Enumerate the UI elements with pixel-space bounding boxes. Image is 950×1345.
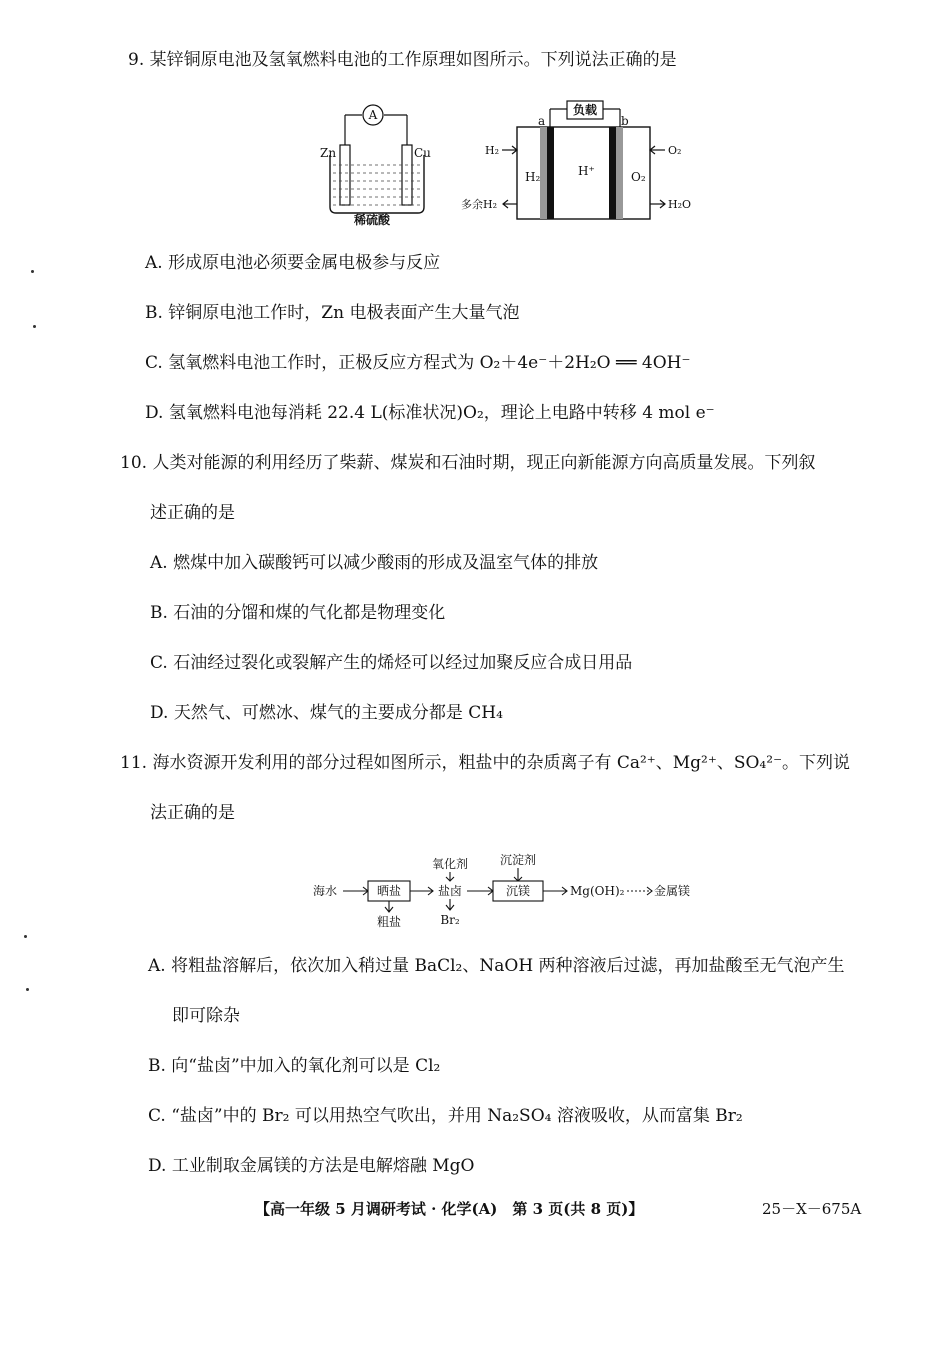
q10-option-a: A. 燃煤中加入碳酸钙可以减少酸雨的形成及温室气体的排放: [150, 553, 599, 573]
o2-chamber-label: O₂: [631, 170, 646, 184]
mg-metal-label: 金属镁: [654, 884, 691, 898]
q11-stem-line2: 法正确的是: [150, 803, 235, 823]
q11-option-a-line2: 即可除杂: [172, 1006, 240, 1026]
electrolyte-label: 稀硫酸: [354, 213, 391, 227]
h-plus-label: H⁺: [578, 164, 595, 178]
precip-mg-box: 沉镁: [505, 884, 531, 898]
q11-option-a-line1: A. 将粗盐溶解后，依次加入稍过量 BaCl₂、NaOH 两种溶液后过滤，再加盐酸至无气泡产生: [148, 956, 845, 976]
br2-label: Br₂: [440, 913, 460, 927]
q9-option-c: C. 氢氧燃料电池工作时，正极反应方程式为 O₂＋4e⁻＋2H₂O ══ 4OH⁻: [145, 353, 691, 373]
electrode-a-label: a: [538, 114, 546, 128]
ammeter-label: A: [368, 108, 378, 122]
q9-option-b: B. 锌铜原电池工作时，Zn 电极表面产生大量气泡: [145, 303, 520, 323]
scan-speck: [33, 325, 36, 328]
mgoh2-label: Mg(OH)₂: [570, 884, 625, 898]
q10-option-b: B. 石油的分馏和煤的气化都是物理变化: [150, 603, 446, 623]
q10-option-d: D. 天然气、可燃冰、煤气的主要成分都是 CH₄: [150, 703, 503, 723]
o2-in-label: O₂: [668, 144, 682, 157]
page-footer-title: 【高一年级 5 月调研考试 · 化学(A) 第 3 页(共 8 页)】: [255, 1200, 644, 1218]
q9-option-a: A. 形成原电池必须要金属电极参与反应: [145, 253, 441, 273]
electrode-b-label: b: [621, 114, 629, 128]
crude-salt-label: 粗盐: [376, 915, 402, 929]
scan-speck: [26, 988, 29, 991]
q10-stem-line1: 10. 人类对能源的利用经历了柴薪、煤炭和石油时期，现正向新能源方向高质量发展。下列叙: [120, 453, 816, 473]
cu-label: Cu: [414, 146, 431, 160]
scan-speck: [31, 270, 34, 273]
q9-option-d: D. 氢氧燃料电池每消耗 22.4 L(标准状况)O₂，理论上电路中转移 4 mol e⁻: [145, 403, 715, 423]
q11-option-b: B. 向“盐卤”中加入的氧化剂可以是 Cl₂: [148, 1056, 441, 1076]
page-footer-code: 25－X－675A: [762, 1200, 862, 1218]
h2o-out-label: H₂O: [668, 198, 692, 211]
q11-flow-diagram: [305, 850, 715, 935]
zn-label: Zn: [320, 146, 337, 160]
q11-option-d: D. 工业制取金属镁的方法是电解熔融 MgO: [148, 1156, 475, 1176]
q10-stem-line2: 述正确的是: [150, 503, 235, 523]
precipitant-label: 沉淀剂: [499, 853, 537, 867]
scan-speck: [24, 935, 27, 938]
h2-chamber-label: H₂: [525, 170, 541, 184]
q9-stem: 9. 某锌铜原电池及氢氧燃料电池的工作原理如图所示。下列说法正确的是: [128, 50, 677, 70]
q10-option-c: C. 石油经过裂化或裂解产生的烯烃可以经过加聚反应合成日用品: [150, 653, 633, 673]
h2-excess-label: 多余H₂: [461, 198, 498, 211]
q11-option-c: C. “盐卤”中的 Br₂ 可以用热空气吹出，并用 Na₂SO₄ 溶液吸收，从而富集 Br₂: [148, 1106, 743, 1126]
load-label: 负载: [572, 103, 598, 117]
brine-label: 盐卤: [437, 884, 463, 898]
fuel-cell: [461, 101, 691, 219]
evaporate-box: 晒盐: [376, 884, 402, 898]
oxidant-label: 氧化剂: [431, 857, 469, 871]
seawater-label: 海水: [313, 884, 338, 898]
q11-stem-line1: 11. 海水资源开发利用的部分过程如图所示，粗盐中的杂质离子有 Ca²⁺、Mg²⁺、SO₄²⁻。下列说: [120, 753, 851, 773]
h2-in-label: H₂: [485, 144, 500, 157]
zinc-copper-cell: [320, 105, 431, 227]
q9-diagram: [300, 95, 720, 230]
